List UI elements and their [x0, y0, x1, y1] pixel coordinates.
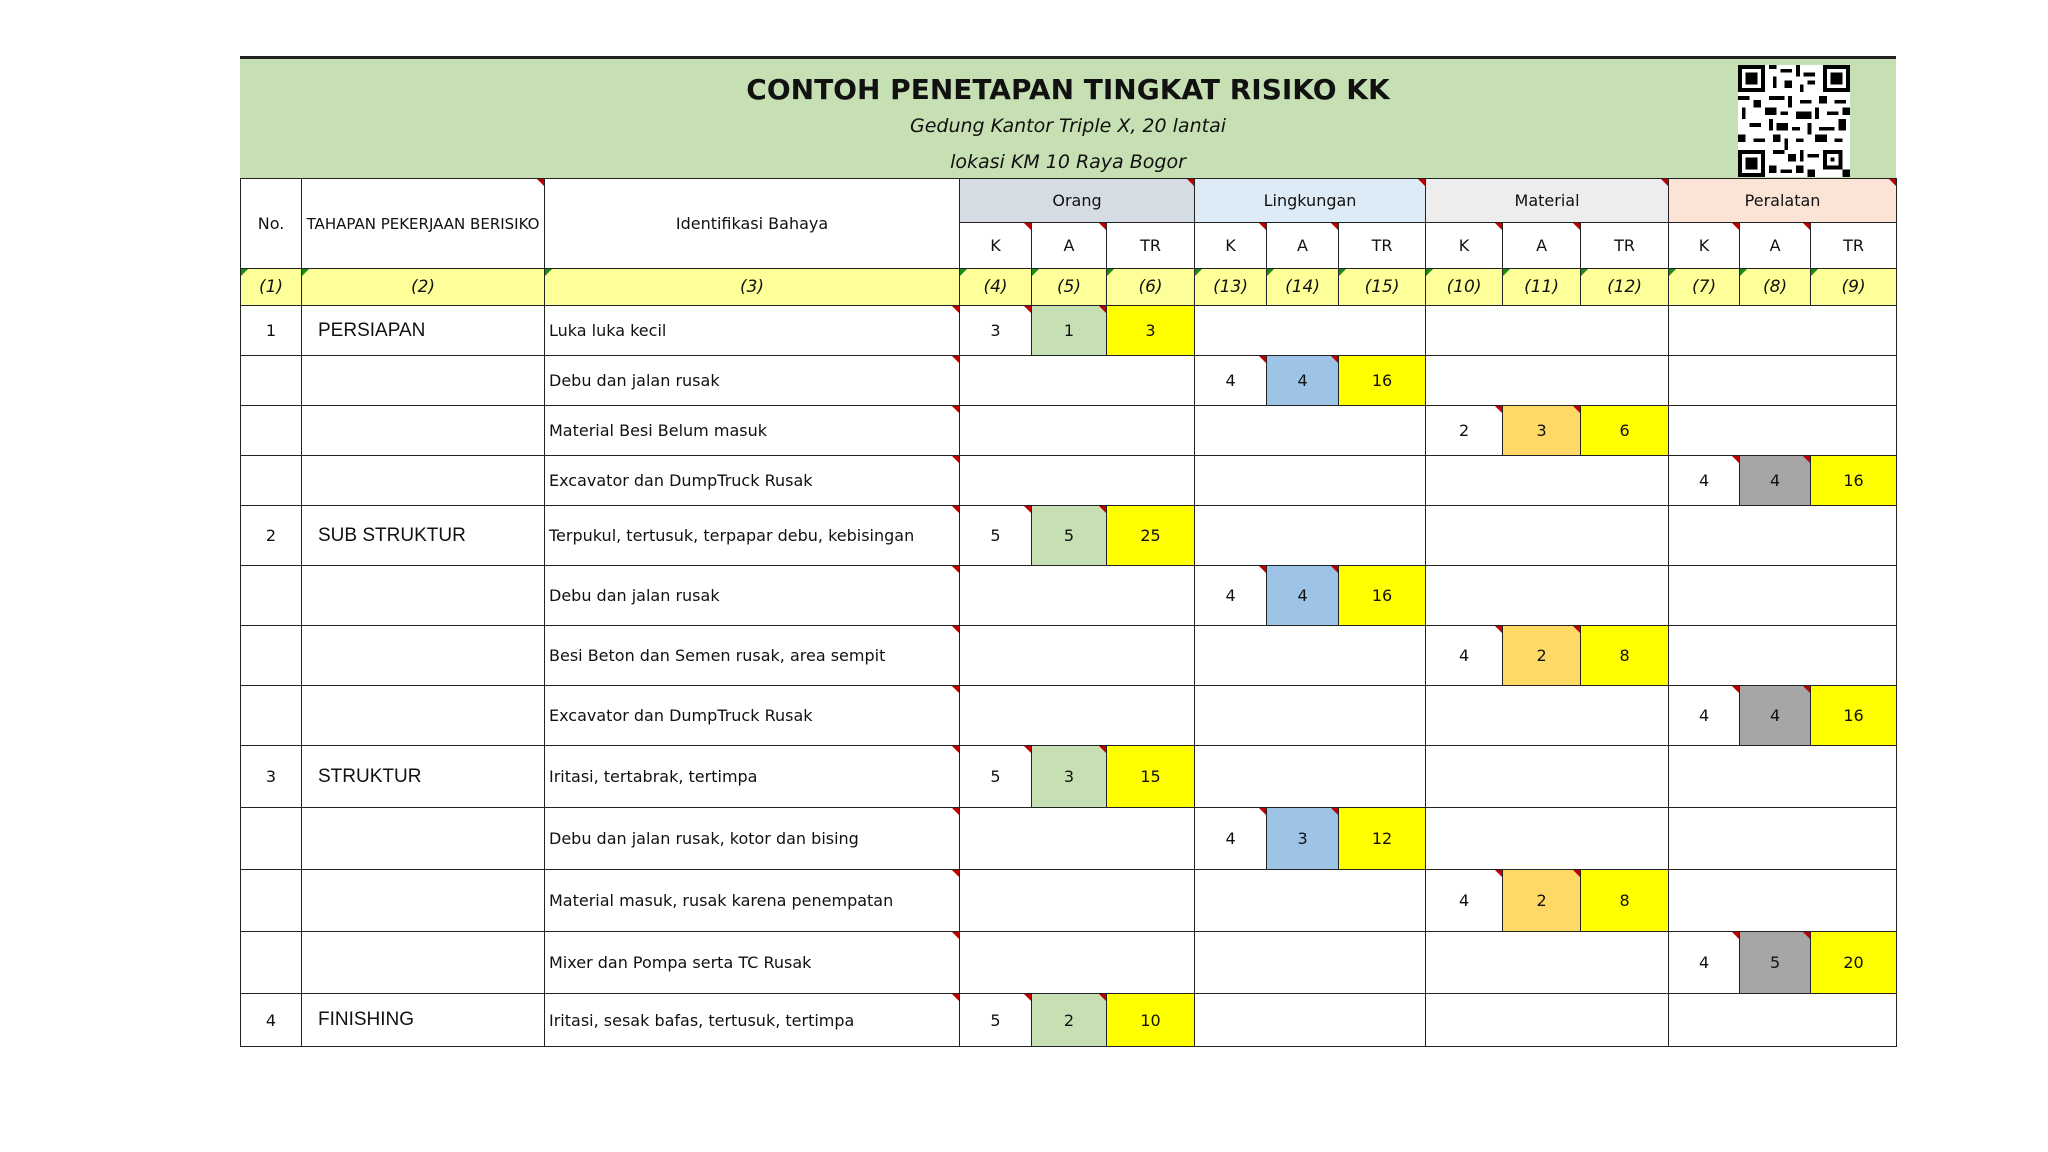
header-stage: TAHAPAN PEKERJAAN BERISIKO — [302, 179, 545, 269]
k-value: 4 — [1195, 808, 1267, 870]
table-row — [241, 808, 1897, 870]
hazard-description: Besi Beton dan Semen rusak, area sempit — [545, 626, 960, 686]
row-number — [241, 406, 302, 456]
tr-value: 12 — [1339, 808, 1426, 870]
hazard-description: Terpukul, tertusuk, terpapar debu, kebisingan — [545, 506, 960, 566]
tr-value: 16 — [1339, 356, 1426, 406]
hazard-description: Iritasi, tertabrak, tertimpa — [545, 746, 960, 808]
empty-cell — [1669, 306, 1897, 356]
empty-cell — [1426, 994, 1669, 1047]
stage-name — [302, 686, 545, 746]
row-number — [241, 932, 302, 994]
a-value: 1 — [1032, 306, 1107, 356]
k-value: 4 — [1426, 870, 1503, 932]
subheader-a: A — [1267, 223, 1339, 269]
table-row — [241, 994, 1897, 1047]
column-number-cell: (1) — [241, 269, 302, 306]
stage-name: STRUKTUR — [302, 746, 545, 808]
tr-value: 3 — [1107, 306, 1195, 356]
tr-value: 8 — [1581, 870, 1669, 932]
table-row — [241, 566, 1897, 626]
stage-name: SUB STRUKTUR — [302, 506, 545, 566]
empty-cell — [1195, 932, 1426, 994]
tr-value: 8 — [1581, 626, 1669, 686]
empty-cell — [960, 626, 1195, 686]
a-value: 3 — [1032, 746, 1107, 808]
row-number — [241, 356, 302, 406]
hazard-description: Debu dan jalan rusak — [545, 356, 960, 406]
empty-cell — [1195, 306, 1426, 356]
empty-cell — [1195, 994, 1426, 1047]
k-value: 5 — [960, 746, 1032, 808]
a-value: 4 — [1267, 566, 1339, 626]
k-value: 2 — [1426, 406, 1503, 456]
empty-cell — [1195, 406, 1426, 456]
a-value: 4 — [1740, 456, 1811, 506]
column-number-cell: (8) — [1740, 269, 1811, 306]
a-value: 3 — [1503, 406, 1581, 456]
row-number — [241, 456, 302, 506]
risk-sheet — [240, 56, 1896, 1062]
empty-cell — [1426, 808, 1669, 870]
empty-cell — [1195, 686, 1426, 746]
empty-cell — [1426, 746, 1669, 808]
empty-cell — [960, 808, 1195, 870]
empty-cell — [1669, 406, 1897, 456]
empty-cell — [1195, 626, 1426, 686]
empty-cell — [960, 566, 1195, 626]
title-band — [240, 56, 1896, 178]
tr-value: 25 — [1107, 506, 1195, 566]
k-value: 4 — [1195, 356, 1267, 406]
row-number: 2 — [241, 506, 302, 566]
k-value: 4 — [1669, 932, 1740, 994]
table-row — [241, 626, 1897, 686]
table-row — [241, 870, 1897, 932]
qr-code-icon — [1738, 65, 1850, 177]
empty-cell — [960, 406, 1195, 456]
stage-name: PERSIAPAN — [302, 306, 545, 356]
header-no: No. — [241, 179, 302, 269]
subheader-tr: TR — [1339, 223, 1426, 269]
stage-name — [302, 626, 545, 686]
empty-cell — [1426, 356, 1669, 406]
a-value: 2 — [1503, 626, 1581, 686]
stage-name — [302, 870, 545, 932]
empty-cell — [1669, 626, 1897, 686]
header-hazard: Identifikasi Bahaya — [545, 179, 960, 269]
k-value: 5 — [960, 994, 1032, 1047]
column-number-cell: (10) — [1426, 269, 1503, 306]
stage-name — [302, 932, 545, 994]
subheader-a: A — [1032, 223, 1107, 269]
empty-cell — [1195, 746, 1426, 808]
k-value: 5 — [960, 506, 1032, 566]
empty-cell — [1669, 356, 1897, 406]
header-group-material: Material — [1426, 179, 1669, 223]
table-row — [241, 506, 1897, 566]
row-number: 3 — [241, 746, 302, 808]
a-value: 5 — [1032, 506, 1107, 566]
column-number-cell: (11) — [1503, 269, 1581, 306]
tr-value: 20 — [1811, 932, 1897, 994]
hazard-description: Excavator dan DumpTruck Rusak — [545, 686, 960, 746]
hazard-description: Mixer dan Pompa serta TC Rusak — [545, 932, 960, 994]
column-number-cell: (14) — [1267, 269, 1339, 306]
a-value: 4 — [1740, 686, 1811, 746]
k-value: 3 — [960, 306, 1032, 356]
empty-cell — [1426, 506, 1669, 566]
empty-cell — [960, 686, 1195, 746]
subheader-tr: TR — [1811, 223, 1897, 269]
hazard-description: Iritasi, sesak bafas, tertusuk, tertimpa — [545, 994, 960, 1047]
row-number: 4 — [241, 994, 302, 1047]
table-row — [241, 306, 1897, 356]
a-value: 2 — [1032, 994, 1107, 1047]
subheader-k: K — [1195, 223, 1267, 269]
empty-cell — [1669, 994, 1897, 1047]
hazard-description: Luka luka kecil — [545, 306, 960, 356]
tr-value: 15 — [1107, 746, 1195, 808]
empty-cell — [1195, 870, 1426, 932]
stage-name — [302, 456, 545, 506]
k-value: 4 — [1195, 566, 1267, 626]
column-number-cell: (7) — [1669, 269, 1740, 306]
k-value: 4 — [1669, 686, 1740, 746]
row-number — [241, 626, 302, 686]
hazard-description: Material Besi Belum masuk — [545, 406, 960, 456]
hazard-description: Excavator dan DumpTruck Rusak — [545, 456, 960, 506]
column-number-cell: (13) — [1195, 269, 1267, 306]
empty-cell — [1426, 932, 1669, 994]
table-row — [241, 932, 1897, 994]
a-value: 5 — [1740, 932, 1811, 994]
subheader-a: A — [1503, 223, 1581, 269]
k-value: 4 — [1426, 626, 1503, 686]
k-value: 4 — [1669, 456, 1740, 506]
table-row — [241, 406, 1897, 456]
column-number-cell: (15) — [1339, 269, 1426, 306]
table-row — [241, 746, 1897, 808]
a-value: 3 — [1267, 808, 1339, 870]
subheader-tr: TR — [1581, 223, 1669, 269]
column-number-cell: (2) — [302, 269, 545, 306]
row-number — [241, 566, 302, 626]
row-number — [241, 870, 302, 932]
empty-cell — [960, 870, 1195, 932]
tr-value: 16 — [1811, 456, 1897, 506]
empty-cell — [1426, 306, 1669, 356]
empty-cell — [1426, 566, 1669, 626]
empty-cell — [1426, 686, 1669, 746]
column-number-cell: (9) — [1811, 269, 1897, 306]
empty-cell — [1426, 456, 1669, 506]
stage-name — [302, 808, 545, 870]
tr-value: 10 — [1107, 994, 1195, 1047]
empty-cell — [1195, 506, 1426, 566]
subheader-k: K — [1669, 223, 1740, 269]
subheader-tr: TR — [1107, 223, 1195, 269]
tr-value: 6 — [1581, 406, 1669, 456]
subheader-k: K — [960, 223, 1032, 269]
tr-value: 16 — [1339, 566, 1426, 626]
empty-cell — [1669, 506, 1897, 566]
table-row — [241, 686, 1897, 746]
stage-name — [302, 356, 545, 406]
empty-cell — [1195, 456, 1426, 506]
table-row — [241, 456, 1897, 506]
column-number-cell: (3) — [545, 269, 960, 306]
stage-name — [302, 406, 545, 456]
column-number-cell: (4) — [960, 269, 1032, 306]
header-group-orang: Orang — [960, 179, 1195, 223]
empty-cell — [1669, 746, 1897, 808]
column-number-cell: (6) — [1107, 269, 1195, 306]
header-group-lingkungan: Lingkungan — [1195, 179, 1426, 223]
header-group-peralatan: Peralatan — [1669, 179, 1897, 223]
row-number — [241, 686, 302, 746]
empty-cell — [1669, 870, 1897, 932]
empty-cell — [960, 356, 1195, 406]
hazard-description: Debu dan jalan rusak, kotor dan bising — [545, 808, 960, 870]
row-number: 1 — [241, 306, 302, 356]
subheader-a: A — [1740, 223, 1811, 269]
stage-name — [302, 566, 545, 626]
hazard-description: Material masuk, rusak karena penempatan — [545, 870, 960, 932]
stage-name: FINISHING — [302, 994, 545, 1047]
hazard-description: Debu dan jalan rusak — [545, 566, 960, 626]
column-number-cell: (5) — [1032, 269, 1107, 306]
a-value: 2 — [1503, 870, 1581, 932]
risk-table — [240, 178, 1897, 1047]
empty-cell — [1669, 808, 1897, 870]
empty-cell — [960, 456, 1195, 506]
a-value: 4 — [1267, 356, 1339, 406]
sheet-subtitle-building: Gedung Kantor Triple X, 20 lantai — [910, 115, 1226, 137]
column-number-cell: (12) — [1581, 269, 1669, 306]
table-row — [241, 356, 1897, 406]
empty-cell — [1669, 566, 1897, 626]
tr-value: 16 — [1811, 686, 1897, 746]
subheader-k: K — [1426, 223, 1503, 269]
empty-cell — [960, 932, 1195, 994]
row-number — [241, 808, 302, 870]
sheet-subtitle-location: lokasi KM 10 Raya Bogor — [950, 151, 1186, 173]
sheet-title: CONTOH PENETAPAN TINGKAT RISIKO KK — [746, 73, 1390, 106]
